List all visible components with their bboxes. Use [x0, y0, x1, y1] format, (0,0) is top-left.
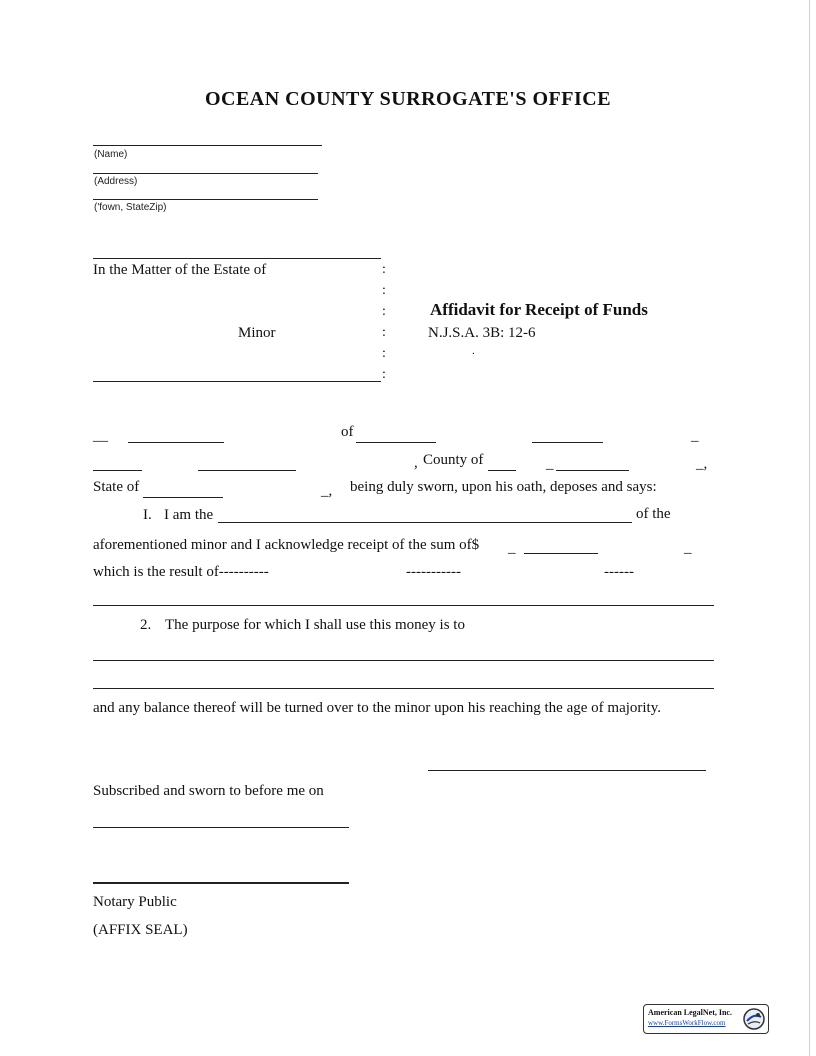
of-text: of — [341, 424, 354, 440]
item1-number: I. — [143, 507, 152, 523]
line2-blank-b[interactable] — [198, 470, 296, 471]
line1-end-blank: _ — [691, 428, 699, 444]
sum-line[interactable] — [524, 553, 598, 554]
statute-citation: N.J.S.A. 3B: 12-6 — [428, 325, 536, 341]
affiant-signature-line[interactable] — [428, 770, 706, 771]
county-line-2[interactable] — [556, 470, 629, 471]
state-of-text: State of — [93, 479, 140, 495]
seal-label: (AFFIX SEAL) — [93, 922, 188, 938]
affidavit-title: Affidavit for Receipt of Funds — [430, 300, 648, 319]
town-line[interactable] — [93, 199, 318, 200]
line1-lead-blank: __ — [93, 428, 108, 444]
caption-colon: : — [382, 367, 386, 382]
caption-colon: : — [382, 283, 386, 298]
footer-logo — [643, 1004, 769, 1034]
purpose-line-2[interactable] — [93, 688, 714, 689]
globe-icon — [743, 1008, 765, 1030]
address-label: (Address) — [94, 176, 138, 187]
result-line[interactable] — [93, 605, 714, 606]
item1-text: I am the — [164, 507, 214, 523]
name-line[interactable] — [93, 145, 322, 146]
date-line[interactable] — [93, 827, 349, 828]
county-end: _, — [696, 456, 708, 472]
sworn-text: being duly sworn, upon his oath, deposes and says: — [350, 479, 657, 495]
purpose-line-1[interactable] — [93, 660, 714, 661]
line2-blank-a[interactable] — [93, 470, 142, 471]
minor-text: Minor — [238, 325, 276, 341]
address-line-2[interactable] — [532, 442, 603, 443]
county-blank-a: _ — [546, 456, 554, 472]
result-text: which is the result of---------- — [93, 564, 269, 580]
caption-top-rule — [93, 258, 381, 259]
item2-text: The purpose for which I shall use this money is to — [165, 617, 465, 633]
line2-comma: , — [414, 455, 418, 471]
state-comma: _, — [321, 483, 333, 499]
logo-website[interactable]: www.FormsWorkFlow.com — [648, 1019, 726, 1027]
sum-end: _ — [684, 540, 692, 556]
county-line[interactable] — [488, 470, 516, 471]
sum-blank-a: _ — [508, 540, 516, 556]
logo-company: American LegalNet, Inc. — [648, 1008, 732, 1017]
estate-of-text: In the Matter of the Estate of — [93, 262, 267, 278]
notary-signature-line[interactable] — [93, 882, 349, 884]
page-edge — [809, 0, 810, 1056]
subscribed-text: Subscribed and sworn to before me on — [93, 783, 324, 799]
caption-colon: : — [382, 262, 386, 277]
caption-colon: : — [382, 325, 386, 340]
result-dashes-3: ------ — [604, 564, 634, 580]
stray-dot: . — [472, 345, 475, 357]
state-line[interactable] — [143, 497, 223, 498]
of-address-line[interactable] — [356, 442, 436, 443]
caption-bottom-rule — [93, 381, 381, 382]
item2-number: 2. — [140, 617, 152, 633]
relationship-line[interactable] — [218, 522, 632, 523]
result-dashes-2: ----------- — [406, 564, 461, 580]
address-line[interactable] — [93, 173, 318, 174]
notary-label: Notary Public — [93, 894, 177, 910]
county-of-text: County of — [423, 452, 484, 468]
balance-text: and any balance thereof will be turned over to the minor upon his reaching the age of majority. — [93, 700, 662, 716]
caption-colon: : — [382, 304, 386, 319]
page-title: OCEAN COUNTY SURROGATE'S OFFICE — [204, 88, 612, 110]
affiant-name-line[interactable] — [128, 442, 224, 443]
caption-colon: : — [382, 346, 386, 361]
town-label: ('fown, StateZip) — [94, 202, 167, 213]
of-the-text: of the — [636, 506, 671, 522]
acknowledge-text: aforementioned minor and I acknowledge receipt of the sum of$ — [93, 537, 480, 553]
name-label: (Name) — [94, 149, 128, 160]
